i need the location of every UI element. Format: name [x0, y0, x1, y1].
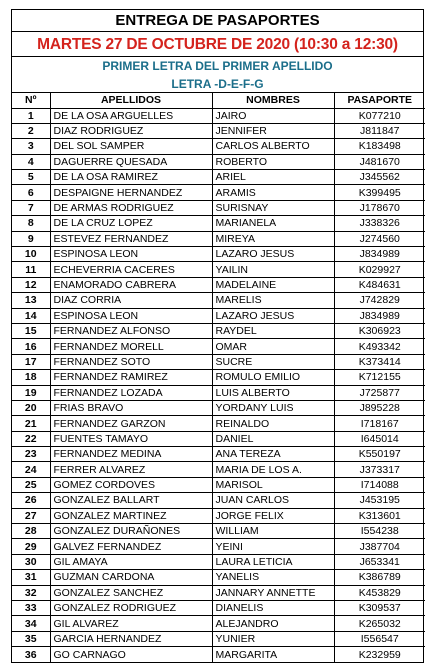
- table-header-row: [12, 93, 425, 108]
- row-passport: J274560: [334, 231, 425, 246]
- row-names: MARISOL: [212, 477, 334, 492]
- row-number: 25: [12, 477, 50, 492]
- row-names: MARIA DE LOS A.: [212, 462, 334, 477]
- row-surnames: GALVEZ FERNANDEZ: [50, 539, 212, 554]
- row-names: OMAR: [212, 339, 334, 354]
- row-names: MARELIS: [212, 293, 334, 308]
- table-row: [12, 601, 425, 616]
- row-passport: J453195: [334, 493, 425, 508]
- row-number: 1: [12, 108, 50, 123]
- table-row: [12, 170, 425, 185]
- row-surnames: FRIAS BRAVO: [50, 400, 212, 415]
- row-surnames: FERNANDEZ LOZADA: [50, 385, 212, 400]
- row-number: 32: [12, 585, 50, 600]
- row-number: 2: [12, 123, 50, 138]
- row-surnames: FERNANDEZ MORELL: [50, 339, 212, 354]
- row-number: 27: [12, 508, 50, 523]
- table-row: [12, 447, 425, 462]
- table-row: [12, 431, 425, 446]
- row-surnames: FERNANDEZ ALFONSO: [50, 323, 212, 338]
- row-surnames: DIAZ CORRIA: [50, 293, 212, 308]
- row-passport: J725877: [334, 385, 425, 400]
- row-number: 28: [12, 524, 50, 539]
- row-passport: J653341: [334, 554, 425, 569]
- row-names: REINALDO: [212, 416, 334, 431]
- row-names: YAILIN: [212, 262, 334, 277]
- row-surnames: GONZALEZ BALLART: [50, 493, 212, 508]
- table-row: [12, 323, 425, 338]
- table-row: [12, 554, 425, 569]
- row-number: 23: [12, 447, 50, 462]
- row-surnames: ENAMORADO CABRERA: [50, 277, 212, 292]
- row-passport: J742829: [334, 293, 425, 308]
- row-number: 12: [12, 277, 50, 292]
- table-row: [12, 277, 425, 292]
- table-row: [12, 293, 425, 308]
- table-row: [12, 385, 425, 400]
- table-row: [12, 524, 425, 539]
- row-number: 4: [12, 154, 50, 169]
- row-passport: K712155: [334, 370, 425, 385]
- row-passport: I718167: [334, 416, 425, 431]
- passport-table: [12, 93, 425, 662]
- column-header-names: NOMBRES: [212, 93, 334, 108]
- table-row: [12, 585, 425, 600]
- row-surnames: GONZALEZ RODRIGUEZ: [50, 601, 212, 616]
- row-surnames: DESPAIGNE HERNANDEZ: [50, 185, 212, 200]
- row-surnames: GUZMAN CARDONA: [50, 570, 212, 585]
- row-number: 26: [12, 493, 50, 508]
- column-header-passport: PASAPORTE: [334, 93, 425, 108]
- row-passport: J338326: [334, 216, 425, 231]
- table-row: [12, 354, 425, 369]
- table-row: [12, 185, 425, 200]
- row-names: JORGE FELIX: [212, 508, 334, 523]
- row-names: WILLIAM: [212, 524, 334, 539]
- row-surnames: FERNANDEZ RAMIREZ: [50, 370, 212, 385]
- row-passport: K232959: [334, 647, 425, 662]
- row-number: 15: [12, 323, 50, 338]
- table-row: [12, 154, 425, 169]
- table-row: [12, 631, 425, 646]
- column-header-surnames: APELLIDOS: [50, 93, 212, 108]
- row-surnames: DEL SOL SAMPER: [50, 139, 212, 154]
- row-number: 16: [12, 339, 50, 354]
- row-names: DIANELIS: [212, 601, 334, 616]
- table-row: [12, 570, 425, 585]
- row-surnames: ESPINOSA LEON: [50, 308, 212, 323]
- row-number: 8: [12, 216, 50, 231]
- row-surnames: FERNANDEZ SOTO: [50, 354, 212, 369]
- row-passport: K309537: [334, 601, 425, 616]
- row-number: 34: [12, 616, 50, 631]
- row-number: 21: [12, 416, 50, 431]
- row-names: ALEJANDRO: [212, 616, 334, 631]
- row-names: ANA TEREZA: [212, 447, 334, 462]
- row-passport: J373317: [334, 462, 425, 477]
- row-names: LAURA LETICIA: [212, 554, 334, 569]
- row-passport: J345562: [334, 170, 425, 185]
- row-names: JENNIFER: [212, 123, 334, 138]
- subtitle-first-letter: PRIMER LETRA DEL PRIMER APELLIDO: [102, 59, 333, 73]
- row-names: JAIRO: [212, 108, 334, 123]
- row-surnames: GONZALEZ DURAÑONES: [50, 524, 212, 539]
- row-names: YUNIER: [212, 631, 334, 646]
- table-row: [12, 339, 425, 354]
- row-number: 5: [12, 170, 50, 185]
- row-passport: K306923: [334, 323, 425, 338]
- row-passport: J834989: [334, 247, 425, 262]
- row-surnames: FERNANDEZ MEDINA: [50, 447, 212, 462]
- row-passport: J834989: [334, 308, 425, 323]
- row-number: 7: [12, 200, 50, 215]
- row-number: 18: [12, 370, 50, 385]
- row-number: 9: [12, 231, 50, 246]
- row-passport: J481670: [334, 154, 425, 169]
- row-names: DANIEL: [212, 431, 334, 446]
- row-surnames: FERRER ALVAREZ: [50, 462, 212, 477]
- row-number: 13: [12, 293, 50, 308]
- row-surnames: GONZALEZ MARTINEZ: [50, 508, 212, 523]
- table-row: [12, 139, 425, 154]
- row-passport: J387704: [334, 539, 425, 554]
- row-passport: K265032: [334, 616, 425, 631]
- row-surnames: ESTEVEZ FERNANDEZ: [50, 231, 212, 246]
- row-surnames: FERNANDEZ GARZON: [50, 416, 212, 431]
- row-names: LAZARO JESUS: [212, 308, 334, 323]
- row-passport: I714088: [334, 477, 425, 492]
- row-names: ROMULO EMILIO: [212, 370, 334, 385]
- row-surnames: DIAZ RODRIGUEZ: [50, 123, 212, 138]
- row-number: 33: [12, 601, 50, 616]
- row-surnames: ECHEVERRIA CACERES: [50, 262, 212, 277]
- row-passport: J178670: [334, 200, 425, 215]
- row-names: YANELIS: [212, 570, 334, 585]
- delivery-date: MARTES 27 DE OCTUBRE DE 2020 (10:30 a 12:30): [12, 32, 423, 57]
- row-number: 20: [12, 400, 50, 415]
- column-header-number: Nº: [12, 93, 50, 108]
- row-number: 22: [12, 431, 50, 446]
- row-names: MARIANELA: [212, 216, 334, 231]
- row-names: LUIS ALBERTO: [212, 385, 334, 400]
- row-surnames: GIL ALVAREZ: [50, 616, 212, 631]
- table-row: [12, 231, 425, 246]
- row-surnames: GARCIA HERNANDEZ: [50, 631, 212, 646]
- row-passport: K373414: [334, 354, 425, 369]
- row-passport: K493342: [334, 339, 425, 354]
- table-row: [12, 123, 425, 138]
- row-names: MIREYA: [212, 231, 334, 246]
- row-names: JUAN CARLOS: [212, 493, 334, 508]
- row-number: 11: [12, 262, 50, 277]
- row-names: MADELAINE: [212, 277, 334, 292]
- table-row: [12, 262, 425, 277]
- row-names: ROBERTO: [212, 154, 334, 169]
- row-passport: K183498: [334, 139, 425, 154]
- row-surnames: FUENTES TAMAYO: [50, 431, 212, 446]
- row-surnames: DE LA OSA ARGUELLES: [50, 108, 212, 123]
- table-row: [12, 508, 425, 523]
- table-row: [12, 200, 425, 215]
- row-passport: J811847: [334, 123, 425, 138]
- row-passport: I645014: [334, 431, 425, 446]
- row-surnames: GOMEZ CORDOVES: [50, 477, 212, 492]
- row-surnames: DE LA CRUZ LOPEZ: [50, 216, 212, 231]
- passport-list-sheet: [11, 9, 424, 663]
- table-row: [12, 493, 425, 508]
- row-number: 19: [12, 385, 50, 400]
- row-names: ARIEL: [212, 170, 334, 185]
- row-number: 14: [12, 308, 50, 323]
- row-surnames: DAGUERRE QUESADA: [50, 154, 212, 169]
- row-passport: I556547: [334, 631, 425, 646]
- row-passport: K029927: [334, 262, 425, 277]
- row-passport: K313601: [334, 508, 425, 523]
- table-row: [12, 370, 425, 385]
- row-names: SUCRE: [212, 354, 334, 369]
- row-surnames: DE ARMAS RODRIGUEZ: [50, 200, 212, 215]
- row-number: 30: [12, 554, 50, 569]
- table-row: [12, 616, 425, 631]
- row-passport: K399495: [334, 185, 425, 200]
- row-passport: K386789: [334, 570, 425, 585]
- row-names: LAZARO JESUS: [212, 247, 334, 262]
- row-passport: J895228: [334, 400, 425, 415]
- row-names: RAYDEL: [212, 323, 334, 338]
- row-passport: K484631: [334, 277, 425, 292]
- row-number: 35: [12, 631, 50, 646]
- row-names: JANNARY ANNETTE: [212, 585, 334, 600]
- row-surnames: GO CARNAGO: [50, 647, 212, 662]
- row-surnames: ESPINOSA LEON: [50, 247, 212, 262]
- row-passport: K453829: [334, 585, 425, 600]
- table-body: [12, 108, 425, 662]
- row-number: 3: [12, 139, 50, 154]
- row-names: CARLOS ALBERTO: [212, 139, 334, 154]
- table-row: [12, 462, 425, 477]
- row-passport: K077210: [334, 108, 425, 123]
- row-names: YEINI: [212, 539, 334, 554]
- row-surnames: GONZALEZ SANCHEZ: [50, 585, 212, 600]
- table-row: [12, 400, 425, 415]
- table-row: [12, 108, 425, 123]
- subtitle-letters: LETRA -D-E-F-G: [12, 75, 423, 93]
- row-number: 31: [12, 570, 50, 585]
- row-surnames: DE LA OSA RAMIREZ: [50, 170, 212, 185]
- row-names: YORDANY LUIS: [212, 400, 334, 415]
- table-row: [12, 247, 425, 262]
- row-number: 36: [12, 647, 50, 662]
- row-names: SURISNAY: [212, 200, 334, 215]
- table-row: [12, 477, 425, 492]
- row-number: 17: [12, 354, 50, 369]
- row-surnames: GIL AMAYA: [50, 554, 212, 569]
- row-passport: I554238: [334, 524, 425, 539]
- page-title: ENTREGA DE PASAPORTES: [12, 10, 423, 32]
- table-row: [12, 216, 425, 231]
- table-row: [12, 416, 425, 431]
- row-passport: K550197: [334, 447, 425, 462]
- row-names: ARAMIS: [212, 185, 334, 200]
- table-row: [12, 647, 425, 662]
- row-number: 6: [12, 185, 50, 200]
- table-row: [12, 308, 425, 323]
- row-number: 24: [12, 462, 50, 477]
- row-number: 29: [12, 539, 50, 554]
- row-number: 10: [12, 247, 50, 262]
- table-row: [12, 539, 425, 554]
- row-names: MARGARITA: [212, 647, 334, 662]
